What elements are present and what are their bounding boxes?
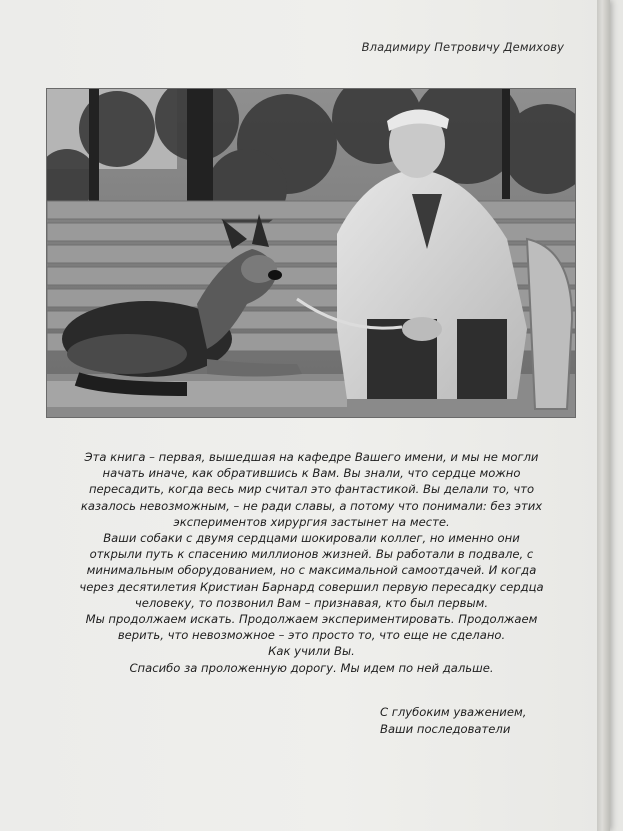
- photo: [46, 88, 576, 418]
- letter-line: пересадить, когда весь мир считал это фантастикой. Вы делали то, что: [88, 482, 535, 497]
- letter-line: экспериментов хирургия застынет на месте.: [173, 514, 450, 529]
- letter-line: Эта книга – первая, вышедшая на кафедре Вашего имени, и мы не могли: [84, 450, 539, 464]
- letter-line: человеку, то позвонил Вам – признавая, кто был первым.: [134, 595, 489, 610]
- dedication-letter: [0, 449, 623, 676]
- letter-line: минимальным оборудованием, но с максимальной самоотдачей. И когда: [86, 563, 537, 578]
- letter-line: начать иначе, как обратившись к Вам. Вы знали, что сердце можно: [102, 466, 521, 481]
- letter-line: Мы продолжаем искать. Продолжаем экспериментировать. Продолжаем: [85, 612, 538, 627]
- dedication-heading: Владимиру Петровичу Демихову: [361, 40, 564, 54]
- letter-line: открыли путь к спасению миллионов жизней. Вы работали в подвале, с: [89, 547, 534, 562]
- letter-line: Как учили Вы.: [268, 644, 355, 659]
- signature-author: Ваши последователи: [380, 722, 511, 736]
- signature-block: [380, 704, 526, 738]
- letter-line: казалось невозможным, – не ради славы, а потому что понимали: без этих: [80, 498, 543, 513]
- letter-line: Спасибо за проложенную дорогу. Мы идем по ней дальше.: [129, 660, 494, 675]
- man-with-dog-on-bench-icon: [47, 89, 576, 418]
- letter-line: Ваши собаки с двумя сердцами шокировали коллег, но именно они: [103, 531, 520, 546]
- signature-closing: С глубоким уважением,: [380, 705, 527, 719]
- page-edge: [597, 0, 610, 831]
- letter-line: через десятилетия Кристиан Барнард совершил первую пересадку сердца: [79, 579, 544, 594]
- letter-line: верить, что невозможное – это просто то, что еще не сделано.: [117, 628, 506, 643]
